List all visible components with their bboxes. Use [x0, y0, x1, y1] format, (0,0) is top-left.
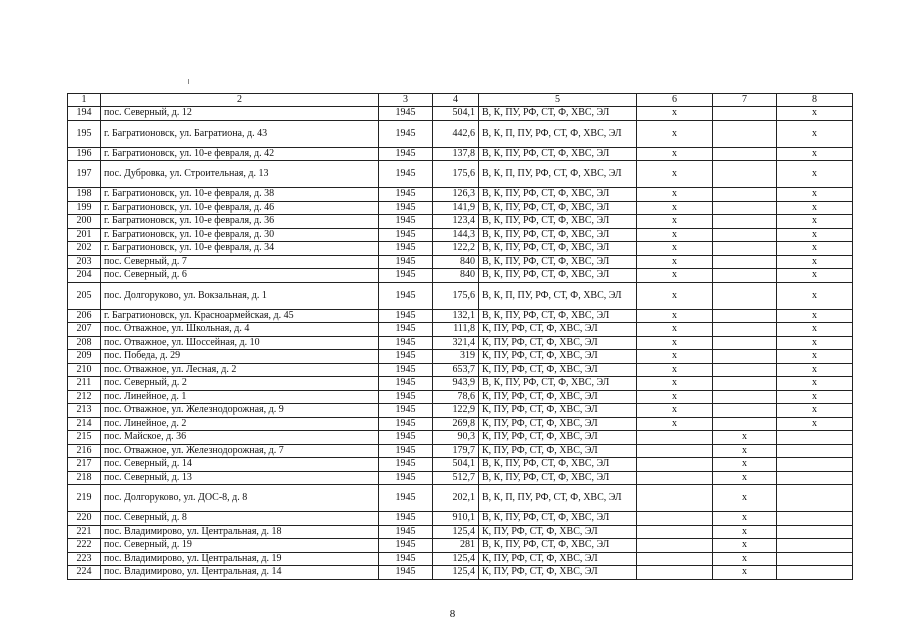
mark-cell-7: [713, 161, 777, 188]
table-row: [68, 336, 853, 350]
area-cell: 125,4: [433, 552, 479, 566]
mark-cell-8: х: [777, 255, 853, 269]
address-cell: г. Багратионовск, ул. 10-е февраля, д. 30: [101, 228, 379, 242]
engineering-systems-cell: К, ПУ, РФ, СТ, Ф, ХВС, ЭЛ: [479, 390, 637, 404]
table-row: [68, 390, 853, 404]
row-number-cell: 198: [68, 188, 101, 202]
mark-cell-6: х: [637, 107, 713, 121]
mark-cell-7: х: [713, 552, 777, 566]
row-number-cell: 213: [68, 404, 101, 418]
year-cell: 1945: [379, 282, 433, 309]
row-number-cell: 223: [68, 552, 101, 566]
mark-cell-8: х: [777, 269, 853, 283]
row-number-cell: 220: [68, 512, 101, 526]
row-number-cell: 201: [68, 228, 101, 242]
table-row: [68, 431, 853, 445]
year-cell: 1945: [379, 323, 433, 337]
year-cell: 1945: [379, 215, 433, 229]
mark-cell-8: х: [777, 377, 853, 391]
header-cell: 1: [68, 94, 101, 107]
table-row: [68, 282, 853, 309]
mark-cell-8: х: [777, 336, 853, 350]
table-row: [68, 201, 853, 215]
area-cell: 125,4: [433, 566, 479, 580]
row-number-cell: 212: [68, 390, 101, 404]
area-cell: 179,7: [433, 444, 479, 458]
table-row: [68, 323, 853, 337]
mark-cell-8: х: [777, 309, 853, 323]
engineering-systems-cell: В, К, ПУ, РФ, СТ, Ф, ХВС, ЭЛ: [479, 201, 637, 215]
address-cell: пос. Северный, д. 7: [101, 255, 379, 269]
mark-cell-8: х: [777, 147, 853, 161]
mark-cell-8: х: [777, 390, 853, 404]
mark-cell-6: х: [637, 282, 713, 309]
mark-cell-8: х: [777, 282, 853, 309]
mark-cell-7: х: [713, 444, 777, 458]
mark-cell-8: [777, 485, 853, 512]
row-number-cell: 218: [68, 471, 101, 485]
engineering-systems-cell: В, К, П, ПУ, РФ, СТ, Ф, ХВС, ЭЛ: [479, 485, 637, 512]
address-cell: пос. Северный, д. 12: [101, 107, 379, 121]
mark-cell-7: [713, 417, 777, 431]
address-cell: пос. Владимирово, ул. Центральная, д. 19: [101, 552, 379, 566]
address-cell: пос. Отважное, ул. Железнодорожная, д. 7: [101, 444, 379, 458]
area-cell: 126,3: [433, 188, 479, 202]
mark-cell-7: [713, 377, 777, 391]
engineering-systems-cell: В, К, ПУ, РФ, СТ, Ф, ХВС, ЭЛ: [479, 215, 637, 229]
row-number-cell: 216: [68, 444, 101, 458]
mark-cell-8: х: [777, 120, 853, 147]
mark-cell-7: [713, 404, 777, 418]
mark-cell-6: х: [637, 201, 713, 215]
mark-cell-7: [713, 107, 777, 121]
engineering-systems-cell: В, К, ПУ, РФ, СТ, Ф, ХВС, ЭЛ: [479, 228, 637, 242]
mark-cell-6: х: [637, 161, 713, 188]
mark-cell-6: х: [637, 215, 713, 229]
table-row: [68, 417, 853, 431]
mark-cell-8: [777, 552, 853, 566]
year-cell: 1945: [379, 444, 433, 458]
mark-cell-7: х: [713, 525, 777, 539]
engineering-systems-cell: К, ПУ, РФ, СТ, Ф, ХВС, ЭЛ: [479, 404, 637, 418]
header-cell: 3: [379, 94, 433, 107]
engineering-systems-cell: В, К, ПУ, РФ, СТ, Ф, ХВС, ЭЛ: [479, 309, 637, 323]
year-cell: 1945: [379, 107, 433, 121]
engineering-systems-cell: К, ПУ, РФ, СТ, Ф, ХВС, ЭЛ: [479, 552, 637, 566]
mark-cell-6: х: [637, 390, 713, 404]
mark-cell-6: [637, 512, 713, 526]
row-number-cell: 221: [68, 525, 101, 539]
area-cell: 122,2: [433, 242, 479, 256]
row-number-cell: 203: [68, 255, 101, 269]
area-cell: 943,9: [433, 377, 479, 391]
table-row: [68, 404, 853, 418]
row-number-cell: 219: [68, 485, 101, 512]
address-cell: г. Багратионовск, ул. 10-е февраля, д. 42: [101, 147, 379, 161]
year-cell: 1945: [379, 120, 433, 147]
mark-cell-6: х: [637, 120, 713, 147]
year-cell: 1945: [379, 242, 433, 256]
mark-cell-7: х: [713, 471, 777, 485]
table-row: [68, 269, 853, 283]
mark-cell-8: [777, 512, 853, 526]
mark-cell-7: [713, 336, 777, 350]
table-row: [68, 188, 853, 202]
address-cell: пос. Дубровка, ул. Строительная, д. 13: [101, 161, 379, 188]
area-cell: 175,6: [433, 282, 479, 309]
mark-cell-6: х: [637, 147, 713, 161]
mark-cell-7: [713, 228, 777, 242]
mark-cell-7: [713, 201, 777, 215]
mark-cell-6: х: [637, 363, 713, 377]
mark-cell-7: [713, 147, 777, 161]
year-cell: 1945: [379, 417, 433, 431]
mark-cell-8: х: [777, 417, 853, 431]
mark-cell-7: [713, 188, 777, 202]
address-cell: г. Багратионовск, ул. 10-е февраля, д. 34: [101, 242, 379, 256]
table-row: [68, 566, 853, 580]
mark-cell-6: х: [637, 417, 713, 431]
mark-cell-8: [777, 525, 853, 539]
year-cell: 1945: [379, 552, 433, 566]
table-row: [68, 512, 853, 526]
header-cell: 8: [777, 94, 853, 107]
table-row: [68, 242, 853, 256]
year-cell: 1945: [379, 377, 433, 391]
row-number-cell: 194: [68, 107, 101, 121]
row-number-cell: 217: [68, 458, 101, 472]
area-cell: 111,8: [433, 323, 479, 337]
row-number-cell: 215: [68, 431, 101, 445]
mark-cell-8: х: [777, 323, 853, 337]
area-cell: 125,4: [433, 525, 479, 539]
year-cell: 1945: [379, 525, 433, 539]
address-cell: пос. Отважное, ул. Шоссейная, д. 10: [101, 336, 379, 350]
year-cell: 1945: [379, 350, 433, 364]
mark-cell-7: х: [713, 431, 777, 445]
engineering-systems-cell: В, К, ПУ, РФ, СТ, Ф, ХВС, ЭЛ: [479, 458, 637, 472]
engineering-systems-cell: К, ПУ, РФ, СТ, Ф, ХВС, ЭЛ: [479, 336, 637, 350]
mark-cell-6: х: [637, 255, 713, 269]
row-number-cell: 211: [68, 377, 101, 391]
mark-cell-7: х: [713, 485, 777, 512]
row-number-cell: 222: [68, 539, 101, 553]
address-cell: пос. Владимирово, ул. Центральная, д. 14: [101, 566, 379, 580]
engineering-systems-cell: В, К, ПУ, РФ, СТ, Ф, ХВС, ЭЛ: [479, 147, 637, 161]
mark-cell-8: х: [777, 201, 853, 215]
mark-cell-7: х: [713, 458, 777, 472]
engineering-systems-cell: К, ПУ, РФ, СТ, Ф, ХВС, ЭЛ: [479, 417, 637, 431]
mark-cell-6: [637, 458, 713, 472]
area-cell: 202,1: [433, 485, 479, 512]
scan-mark: [188, 79, 189, 84]
address-cell: г. Багратионовск, ул. 10-е февраля, д. 38: [101, 188, 379, 202]
table-row: [68, 539, 853, 553]
mark-cell-8: х: [777, 363, 853, 377]
row-number-cell: 200: [68, 215, 101, 229]
address-cell: пос. Отважное, ул. Железнодорожная, д. 9: [101, 404, 379, 418]
area-cell: 840: [433, 255, 479, 269]
year-cell: 1945: [379, 363, 433, 377]
mark-cell-8: х: [777, 161, 853, 188]
mark-cell-7: х: [713, 539, 777, 553]
mark-cell-8: х: [777, 350, 853, 364]
mark-cell-6: [637, 552, 713, 566]
housing-register-table: [67, 93, 853, 580]
area-cell: 269,8: [433, 417, 479, 431]
mark-cell-7: [713, 282, 777, 309]
row-number-cell: 197: [68, 161, 101, 188]
row-number-cell: 214: [68, 417, 101, 431]
engineering-systems-cell: В, К, П, ПУ, РФ, СТ, Ф, ХВС, ЭЛ: [479, 161, 637, 188]
table-row: [68, 444, 853, 458]
mark-cell-7: [713, 363, 777, 377]
year-cell: 1945: [379, 404, 433, 418]
mark-cell-7: [713, 269, 777, 283]
area-cell: 840: [433, 269, 479, 283]
table-row: [68, 525, 853, 539]
engineering-systems-cell: К, ПУ, РФ, СТ, Ф, ХВС, ЭЛ: [479, 363, 637, 377]
address-cell: пос. Линейное, д. 1: [101, 390, 379, 404]
address-cell: г. Багратионовск, ул. Красноармейская, д. 45: [101, 309, 379, 323]
mark-cell-8: [777, 566, 853, 580]
mark-cell-8: [777, 444, 853, 458]
mark-cell-7: [713, 215, 777, 229]
header-cell: 2: [101, 94, 379, 107]
year-cell: 1945: [379, 309, 433, 323]
address-cell: пос. Владимирово, ул. Центральная, д. 18: [101, 525, 379, 539]
area-cell: 175,6: [433, 161, 479, 188]
engineering-systems-cell: В, К, ПУ, РФ, СТ, Ф, ХВС, ЭЛ: [479, 471, 637, 485]
mark-cell-7: х: [713, 566, 777, 580]
area-cell: 122,9: [433, 404, 479, 418]
engineering-systems-cell: В, К, ПУ, РФ, СТ, Ф, ХВС, ЭЛ: [479, 242, 637, 256]
row-number-cell: 204: [68, 269, 101, 283]
engineering-systems-cell: К, ПУ, РФ, СТ, Ф, ХВС, ЭЛ: [479, 566, 637, 580]
address-cell: пос. Северный, д. 14: [101, 458, 379, 472]
engineering-systems-cell: К, ПУ, РФ, СТ, Ф, ХВС, ЭЛ: [479, 323, 637, 337]
row-number-cell: 210: [68, 363, 101, 377]
mark-cell-8: х: [777, 242, 853, 256]
mark-cell-6: х: [637, 228, 713, 242]
area-cell: 132,1: [433, 309, 479, 323]
year-cell: 1945: [379, 390, 433, 404]
mark-cell-6: х: [637, 242, 713, 256]
area-cell: 319: [433, 350, 479, 364]
engineering-systems-cell: В, К, ПУ, РФ, СТ, Ф, ХВС, ЭЛ: [479, 269, 637, 283]
mark-cell-8: [777, 431, 853, 445]
address-cell: пос. Долгоруково, ул. ДОС-8, д. 8: [101, 485, 379, 512]
header-cell: 7: [713, 94, 777, 107]
table-row: [68, 255, 853, 269]
mark-cell-6: [637, 539, 713, 553]
area-cell: 910,1: [433, 512, 479, 526]
area-cell: 504,1: [433, 107, 479, 121]
mark-cell-6: х: [637, 404, 713, 418]
mark-cell-8: х: [777, 228, 853, 242]
table-row: [68, 215, 853, 229]
year-cell: 1945: [379, 566, 433, 580]
address-cell: пос. Долгоруково, ул. Вокзальная, д. 1: [101, 282, 379, 309]
area-cell: 653,7: [433, 363, 479, 377]
mark-cell-8: х: [777, 188, 853, 202]
year-cell: 1945: [379, 161, 433, 188]
area-cell: 281: [433, 539, 479, 553]
table-row: [68, 309, 853, 323]
year-cell: 1945: [379, 431, 433, 445]
mark-cell-8: х: [777, 404, 853, 418]
year-cell: 1945: [379, 485, 433, 512]
address-cell: г. Багратионовск, ул. 10-е февраля, д. 46: [101, 201, 379, 215]
header-cell: 6: [637, 94, 713, 107]
mark-cell-8: х: [777, 215, 853, 229]
engineering-systems-cell: В, К, ПУ, РФ, СТ, Ф, ХВС, ЭЛ: [479, 188, 637, 202]
row-number-cell: 209: [68, 350, 101, 364]
mark-cell-8: х: [777, 107, 853, 121]
mark-cell-8: [777, 539, 853, 553]
mark-cell-7: [713, 350, 777, 364]
year-cell: 1945: [379, 539, 433, 553]
address-cell: пос. Северный, д. 13: [101, 471, 379, 485]
mark-cell-8: [777, 471, 853, 485]
engineering-systems-cell: В, К, П, ПУ, РФ, СТ, Ф, ХВС, ЭЛ: [479, 282, 637, 309]
address-cell: пос. Линейное, д. 2: [101, 417, 379, 431]
mark-cell-7: х: [713, 512, 777, 526]
mark-cell-7: [713, 255, 777, 269]
engineering-systems-cell: К, ПУ, РФ, СТ, Ф, ХВС, ЭЛ: [479, 350, 637, 364]
row-number-cell: 224: [68, 566, 101, 580]
mark-cell-6: [637, 444, 713, 458]
table-row: [68, 377, 853, 391]
area-cell: 442,6: [433, 120, 479, 147]
address-cell: пос. Северный, д. 8: [101, 512, 379, 526]
row-number-cell: 205: [68, 282, 101, 309]
table-row: [68, 471, 853, 485]
mark-cell-6: х: [637, 323, 713, 337]
engineering-systems-cell: К, ПУ, РФ, СТ, Ф, ХВС, ЭЛ: [479, 444, 637, 458]
year-cell: 1945: [379, 147, 433, 161]
year-cell: 1945: [379, 336, 433, 350]
mark-cell-6: [637, 471, 713, 485]
row-number-cell: 199: [68, 201, 101, 215]
row-number-cell: 206: [68, 309, 101, 323]
area-cell: 321,4: [433, 336, 479, 350]
area-cell: 141,9: [433, 201, 479, 215]
address-cell: пос. Отважное, ул. Лесная, д. 2: [101, 363, 379, 377]
engineering-systems-cell: К, ПУ, РФ, СТ, Ф, ХВС, ЭЛ: [479, 431, 637, 445]
year-cell: 1945: [379, 471, 433, 485]
mark-cell-7: [713, 309, 777, 323]
row-number-cell: 202: [68, 242, 101, 256]
engineering-systems-cell: К, ПУ, РФ, СТ, Ф, ХВС, ЭЛ: [479, 525, 637, 539]
mark-cell-6: [637, 566, 713, 580]
year-cell: 1945: [379, 269, 433, 283]
table-row: [68, 458, 853, 472]
address-cell: пос. Победа, д. 29: [101, 350, 379, 364]
mark-cell-6: [637, 431, 713, 445]
row-number-cell: 207: [68, 323, 101, 337]
area-cell: 123,4: [433, 215, 479, 229]
row-number-cell: 196: [68, 147, 101, 161]
address-cell: пос. Майское, д. 36: [101, 431, 379, 445]
row-number-cell: 208: [68, 336, 101, 350]
year-cell: 1945: [379, 255, 433, 269]
header-cell: 4: [433, 94, 479, 107]
year-cell: 1945: [379, 228, 433, 242]
year-cell: 1945: [379, 512, 433, 526]
table-row: [68, 120, 853, 147]
header-cell: 5: [479, 94, 637, 107]
mark-cell-6: х: [637, 377, 713, 391]
engineering-systems-cell: В, К, ПУ, РФ, СТ, Ф, ХВС, ЭЛ: [479, 377, 637, 391]
address-cell: г. Багратионовск, ул. Багратиона, д. 43: [101, 120, 379, 147]
mark-cell-6: [637, 525, 713, 539]
row-number-cell: 195: [68, 120, 101, 147]
page-number: 8: [449, 608, 456, 620]
mark-cell-8: [777, 458, 853, 472]
mark-cell-6: х: [637, 309, 713, 323]
mark-cell-6: х: [637, 188, 713, 202]
mark-cell-7: [713, 390, 777, 404]
engineering-systems-cell: В, К, П, ПУ, РФ, СТ, Ф, ХВС, ЭЛ: [479, 120, 637, 147]
mark-cell-7: [713, 323, 777, 337]
area-cell: 137,8: [433, 147, 479, 161]
area-cell: 512,7: [433, 471, 479, 485]
table-row: [68, 147, 853, 161]
mark-cell-6: х: [637, 336, 713, 350]
table-row: [68, 107, 853, 121]
address-cell: пос. Северный, д. 6: [101, 269, 379, 283]
mark-cell-7: [713, 120, 777, 147]
area-cell: 504,1: [433, 458, 479, 472]
mark-cell-6: х: [637, 350, 713, 364]
table-row: [68, 161, 853, 188]
table-row: [68, 350, 853, 364]
mark-cell-7: [713, 242, 777, 256]
mark-cell-6: х: [637, 269, 713, 283]
engineering-systems-cell: В, К, ПУ, РФ, СТ, Ф, ХВС, ЭЛ: [479, 512, 637, 526]
table-row: [68, 552, 853, 566]
year-cell: 1945: [379, 188, 433, 202]
address-cell: г. Багратионовск, ул. 10-е февраля, д. 36: [101, 215, 379, 229]
year-cell: 1945: [379, 201, 433, 215]
year-cell: 1945: [379, 458, 433, 472]
table-row: [68, 485, 853, 512]
area-cell: 144,3: [433, 228, 479, 242]
area-cell: 78,6: [433, 390, 479, 404]
address-cell: пос. Северный, д. 19: [101, 539, 379, 553]
table-row: [68, 228, 853, 242]
engineering-systems-cell: В, К, ПУ, РФ, СТ, Ф, ХВС, ЭЛ: [479, 539, 637, 553]
area-cell: 90,3: [433, 431, 479, 445]
mark-cell-6: [637, 485, 713, 512]
address-cell: пос. Северный, д. 2: [101, 377, 379, 391]
engineering-systems-cell: В, К, ПУ, РФ, СТ, Ф, ХВС, ЭЛ: [479, 255, 637, 269]
table-row: [68, 363, 853, 377]
address-cell: пос. Отважное, ул. Школьная, д. 4: [101, 323, 379, 337]
engineering-systems-cell: В, К, ПУ, РФ, СТ, Ф, ХВС, ЭЛ: [479, 107, 637, 121]
column-number-header-row: [68, 94, 853, 107]
